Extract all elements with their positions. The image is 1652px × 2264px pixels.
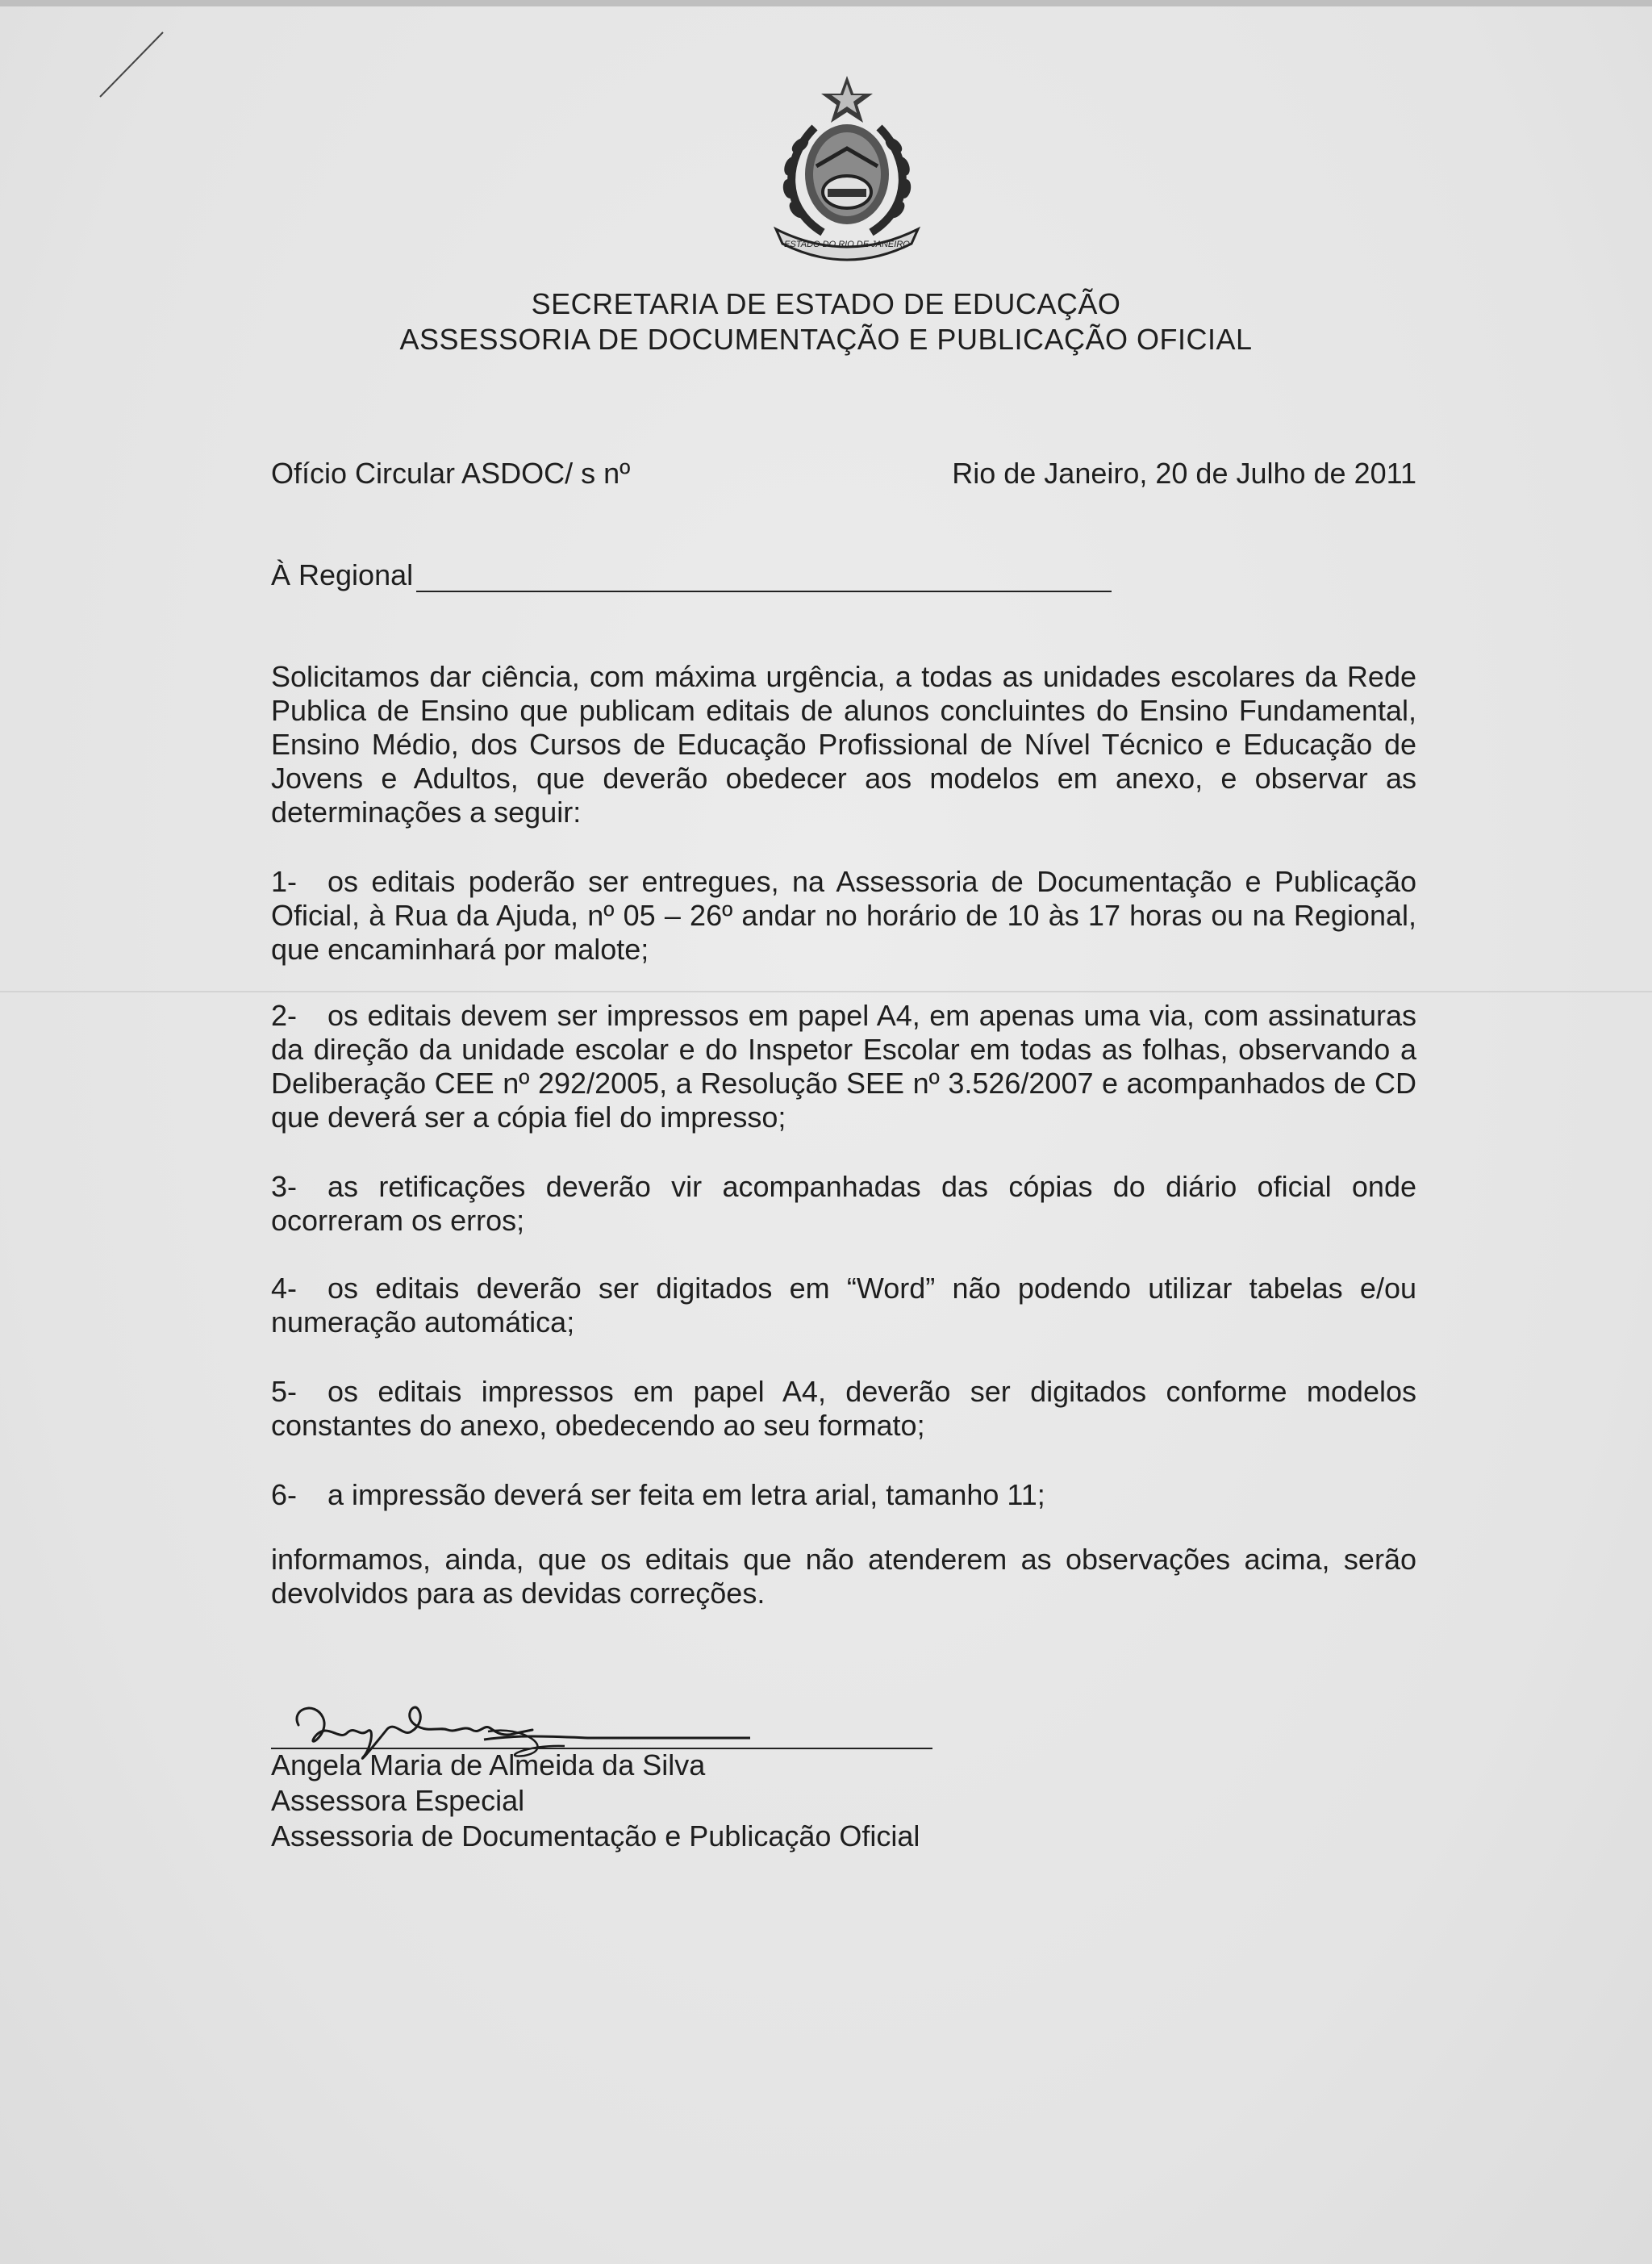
pen-mark-icon [95, 29, 168, 102]
list-item [271, 1375, 1416, 1443]
item-text: os editais poderão ser entregues, na Assessoria de Documentação e Publicação Oficial, à Rua da Ajuda, nº 05 – 26º andar no horário de 10 às 17 horas ou na Regional, que encaminhará por malote; [271, 865, 1416, 966]
list-item [271, 999, 1416, 1134]
recipient-fill-line [416, 591, 1112, 592]
item-number: 1- [271, 865, 298, 898]
signatory-name: Angela Maria de Almeida da Silva [271, 1748, 706, 1782]
scan-top-edge [0, 0, 1652, 6]
signatory-department: Assessoria de Documentação e Publicação Oficial [271, 1819, 920, 1853]
item-text: os editais impressos em papel A4, deverão ser digitados conforme modelos constantes do anexo, obedecendo ao seu formato; [271, 1375, 1416, 1442]
list-item [271, 1272, 1416, 1339]
item-text: os editais deverão ser digitados em “Word” não podendo utilizar tabelas e/ou numeração automática; [271, 1272, 1416, 1339]
item-number: 2- [271, 999, 298, 1032]
document-date: Rio de Janeiro, 20 de Julho de 2011 [952, 457, 1416, 490]
paper-fold-line [0, 991, 1652, 992]
item-text: as retificações deverão vir acompanhadas das cópias do diário oficial onde ocorreram os erros; [271, 1170, 1416, 1237]
signatory-title: Assessora Especial [271, 1784, 525, 1817]
oficio-reference: Ofício Circular ASDOC/ s nº [271, 457, 631, 490]
signature-block [271, 1748, 920, 1854]
item-number: 6- [271, 1478, 298, 1511]
item-number: 4- [271, 1272, 298, 1305]
secretariat-title: SECRETARIA DE ESTADO DE EDUCAÇÃO [531, 287, 1121, 320]
closing-paragraph: informamos, ainda, que os editais que não atenderem as observações acima, serão devolvidos para as devidas correções. [271, 1543, 1416, 1610]
svg-text:ESTADO DO RIO DE JANEIRO: ESTADO DO RIO DE JANEIRO [784, 240, 910, 249]
department-title: ASSESSORIA DE DOCUMENTAÇÃO E PUBLICAÇÃO OFICIAL [399, 323, 1253, 356]
list-item [271, 865, 1416, 967]
recipient-label: À Regional [271, 558, 414, 591]
list-item [271, 1478, 1416, 1512]
item-number: 5- [271, 1375, 298, 1408]
list-item [271, 1170, 1416, 1238]
intro-paragraph: Solicitamos dar ciência, com máxima urgência, a todas as unidades escolares da Rede Publica de Ensino que publicam editais de alunos concluintes do Ensino Fundamental, Ensino Médio, dos Cursos de Educação Profissional de Nível Técnico e Educação de Jovens e Adultos, que deverão obedecer aos modelos em anexo, e observar as determinações a seguir: [271, 660, 1416, 829]
item-text: a impressão deverá ser feita em letra arial, tamanho 11; [327, 1478, 1045, 1511]
state-coat-of-arms-icon [758, 71, 936, 265]
item-number: 3- [271, 1170, 298, 1203]
item-text: os editais devem ser impressos em papel A4, em apenas uma via, com assinaturas da direção da unidade escolar e do Inspetor Escolar em todas as folhas, observando a Deliberação CEE nº 292/2005, a Resolução SEE nº 3.526/2007 e acompanhados de CD que deverá ser a cópia fiel do impresso; [271, 999, 1416, 1134]
